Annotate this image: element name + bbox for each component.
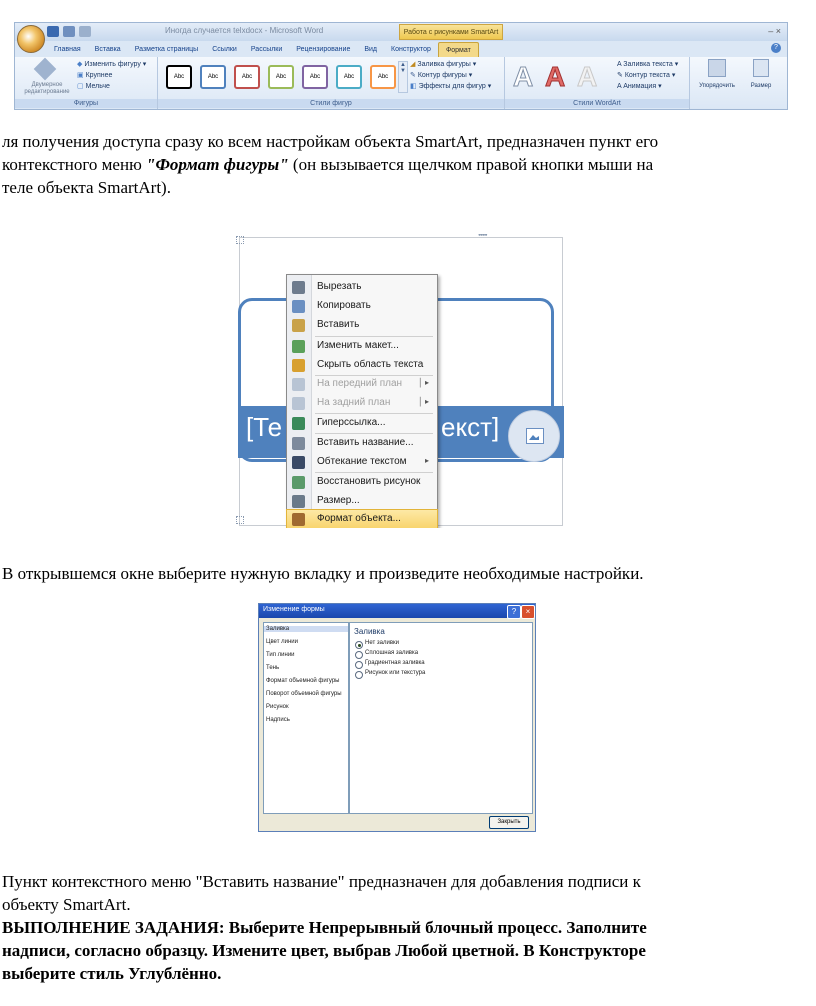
dialog-close-x-button[interactable]: × [521, 605, 535, 619]
radio-label-no-fill: Нет заливки [365, 640, 399, 646]
pen-icon: ✎ [410, 72, 416, 79]
menu-item-text-wrapping[interactable] [287, 453, 437, 472]
menu-item-hyperlink[interactable] [287, 414, 437, 433]
size-icon [292, 495, 305, 508]
smartart-placeholder-left[interactable]: [Те [246, 412, 283, 442]
paragraph-1-line-2 [2, 153, 802, 176]
radio-picture-fill[interactable] [355, 671, 363, 679]
menu-item-copy[interactable] [287, 297, 437, 316]
menu-item-size[interactable] [287, 492, 437, 511]
styles-scroll[interactable]: ▲ ▼ [398, 61, 408, 93]
submenu-arrow-icon: │ ▸ [417, 397, 429, 406]
tab-insert[interactable]: Вставка [94, 46, 121, 53]
shape-style-1[interactable]: Abc [166, 65, 192, 89]
menu-item-hide-text-pane[interactable] [287, 356, 437, 375]
menu-label: Изменить макет... [317, 340, 399, 351]
layout-icon [292, 340, 305, 353]
dialog-title: Изменение формы [263, 606, 325, 613]
shape-style-3[interactable]: Abc [234, 65, 260, 89]
hyperlink-icon [292, 417, 305, 430]
smaller-icon: ▢ [77, 83, 84, 90]
radio-label-solid-fill: Сплошная заливка [365, 650, 419, 656]
menu-item-reset-picture[interactable] [287, 473, 437, 492]
task-line-3: выберите стиль Углублённо. [2, 964, 222, 983]
help-icon[interactable]: ? [771, 43, 781, 53]
format-shape-dialog [258, 603, 536, 832]
tab-format[interactable]: Формат [438, 42, 479, 57]
effects-icon: ◧ [410, 83, 417, 90]
menu-label: Гиперссылка... [317, 417, 386, 428]
smartart-screenshot [236, 234, 564, 528]
menu-label: Вставить [317, 319, 360, 330]
task-instructions [2, 916, 802, 985]
menu-label: Восстановить рисунок [317, 476, 421, 487]
edit-2d-button[interactable]: Двумерное редактирование [24, 82, 70, 95]
send-back-icon [292, 397, 305, 410]
text-fill-icon: A [617, 61, 622, 68]
menu-label: Копировать [317, 300, 371, 311]
menu-item-change-layout[interactable] [287, 337, 437, 356]
contextual-tab-group: Работа с рисунками SmartArt [399, 24, 503, 40]
change-shape-icon: ◆ [77, 61, 83, 68]
shape-fill-label: Заливка фигуры [417, 61, 471, 68]
shape-fill-button[interactable]: ◢ Заливка фигуры ▾ [410, 61, 477, 68]
para1-text: контекстного меню [2, 155, 147, 174]
nav-3d-rotation[interactable]: Поворот объемной фигуры [266, 691, 342, 697]
nav-text-box[interactable]: Надпись [266, 717, 290, 723]
paragraph-3 [2, 870, 802, 916]
reset-picture-icon [292, 476, 305, 489]
bigger-label: Крупнее [85, 72, 113, 79]
format-icon [292, 513, 305, 526]
shape-outline-label: Контур фигуры [417, 72, 467, 79]
size-button[interactable] [741, 59, 781, 103]
window-controls[interactable]: – × [768, 26, 781, 36]
submenu-arrow-icon: │ ▸ [417, 378, 429, 387]
group-label-wordart: Стили WordArt [505, 99, 689, 108]
text-fill-label: Заливка текста [623, 61, 673, 68]
text-fill-button[interactable]: A Заливка текста ▾ [617, 61, 679, 68]
menu-item-cut[interactable] [287, 278, 437, 297]
text-outline-button[interactable]: ✎ Контур текста ▾ [617, 72, 676, 79]
dialog-settings-pane [349, 622, 533, 814]
paragraph-1-line-1: ля получения доступа сразу ко всем настройкам объекта SmartArt, предназначен пункт его [2, 132, 659, 151]
nav-shadow[interactable]: Тень [266, 665, 280, 671]
picture-placeholder[interactable] [508, 410, 560, 462]
paragraph-1 [2, 130, 802, 199]
wordart-style-3[interactable]: A [577, 61, 598, 92]
text-outline-label: Контур текста [624, 72, 670, 79]
smaller-button[interactable] [77, 82, 110, 90]
corner-handle-bottom[interactable] [236, 516, 244, 524]
bigger-button[interactable] [77, 71, 112, 79]
bigger-icon: ▣ [77, 72, 84, 79]
menu-label: Скрыть область текста [317, 359, 424, 370]
change-shape-button[interactable]: ◆ Изменить фигуру ▾ [77, 61, 147, 68]
group-label-shape-styles: Стили фигур [158, 99, 504, 108]
format-shape-mention: "Формат фигуры" [146, 155, 289, 174]
tab-review[interactable]: Рецензирование [296, 46, 351, 53]
menu-item-insert-caption[interactable] [287, 434, 437, 453]
text-pane-icon [292, 359, 305, 372]
redo-icon[interactable] [79, 26, 91, 37]
tab-view[interactable]: Вид [364, 46, 378, 53]
dialog-category-list [263, 622, 349, 814]
shape-style-7[interactable]: Abc [370, 65, 396, 89]
animation-label: Анимация [623, 83, 657, 90]
group-label-shapes: Фигуры [15, 99, 157, 108]
menu-item-paste[interactable] [287, 316, 437, 335]
task-line-1: ВЫПОЛНЕНИЕ ЗАДАНИЯ: Выберите Непрерывный блочный процесс. Заполните [2, 918, 647, 937]
change-shape-label: Изменить фигуру [84, 61, 141, 68]
menu-label: Обтекание текстом [317, 456, 407, 467]
copy-icon [292, 300, 305, 313]
shape-effects-label: Эффекты для фигур [418, 83, 486, 90]
tab-references[interactable]: Ссылки [212, 46, 237, 53]
edit-2d-icon[interactable] [34, 58, 57, 81]
tab-home[interactable]: Главная [54, 46, 81, 53]
paste-icon [292, 319, 305, 332]
radio-gradient-fill[interactable] [355, 661, 363, 669]
document-title: Иногда случается telxdocx - Microsoft Word [165, 26, 324, 35]
nav-picture[interactable]: Рисунок [266, 704, 289, 710]
smartart-placeholder-right[interactable]: екст] [441, 412, 500, 442]
group-wordart [505, 57, 690, 109]
shape-effects-button[interactable]: ◧ Эффекты для фигур ▾ [410, 83, 492, 90]
animation-icon: A [617, 83, 622, 90]
radio-label-picture-fill: Рисунок или текстура [365, 670, 426, 676]
shape-style-4[interactable]: Abc [268, 65, 294, 89]
smaller-label: Мельче [85, 83, 110, 90]
nav-fill[interactable]: Заливка [264, 626, 348, 632]
pane-title: Заливка [354, 627, 385, 636]
arrange-icon [708, 59, 726, 77]
submenu-arrow-icon: ▸ [424, 456, 429, 465]
dialog-title-bar [259, 604, 535, 618]
menu-item-format-object[interactable] [287, 510, 437, 528]
frame-handle-top[interactable]: •••• [478, 234, 487, 240]
wordart-style-2[interactable]: A [545, 61, 566, 92]
tab-page-layout[interactable]: Разметка страницы [134, 46, 199, 53]
context-menu [286, 274, 438, 528]
tab-design[interactable]: Конструктор [391, 46, 431, 53]
paragraph-2: В открывшемся окне выберите нужную вкладку и произведите необходимые настройки. [2, 564, 644, 583]
radio-no-fill[interactable] [355, 641, 363, 649]
task-line-2: надписи, согласно образцу. Измените цвет, выбрав Любой цветной. В Конструкторе [2, 941, 646, 960]
save-icon[interactable] [47, 26, 59, 37]
undo-icon[interactable] [63, 26, 75, 37]
radio-label-gradient-fill: Градиентная заливка [365, 660, 425, 666]
arrange-button[interactable] [695, 59, 739, 103]
ribbon-body [15, 57, 787, 109]
paragraph-1-line-3: теле объекта SmartArt). [2, 178, 171, 197]
nav-3d-format[interactable]: Формат объемной фигуры [266, 678, 340, 684]
paint-bucket-icon: ◢ [410, 61, 416, 68]
radio-solid-fill[interactable] [355, 651, 363, 659]
size-label: Размер [750, 83, 772, 89]
corner-handle[interactable] [236, 236, 244, 244]
wrap-icon [292, 456, 305, 469]
shape-outline-button[interactable]: ✎ Контур фигуры ▾ [410, 72, 473, 79]
picture-icon [526, 428, 544, 444]
size-icon [753, 59, 769, 77]
scissors-icon [292, 281, 305, 294]
text-outline-icon: ✎ [617, 72, 623, 79]
menu-label: На задний план [317, 397, 391, 408]
menu-label: Вставить название... [317, 437, 414, 448]
menu-item-bring-front[interactable] [287, 375, 437, 394]
caption-icon [292, 437, 305, 450]
para1-text-b: (он вызывается щелчком правой кнопки мыши на [288, 155, 654, 174]
dialog-close-button[interactable]: Закрыть [489, 816, 529, 829]
nav-line-style[interactable]: Тип линии [266, 652, 295, 658]
shape-style-2[interactable]: Abc [200, 65, 226, 89]
word-ribbon [14, 22, 788, 110]
menu-label: Вырезать [317, 281, 362, 292]
group-shape-styles [158, 57, 505, 109]
dialog-help-button[interactable]: ? [507, 605, 521, 619]
menu-item-send-back[interactable] [287, 394, 437, 413]
ribbon-tabs [47, 42, 479, 57]
paragraph-3-line-1: Пункт контекстного меню "Вставить название" предназначен для добавления подписи к [2, 872, 641, 891]
title-bar [15, 23, 787, 41]
shape-style-6[interactable]: Abc [336, 65, 362, 89]
group-shapes [15, 57, 158, 109]
tab-mailings[interactable]: Рассылки [250, 46, 283, 53]
bring-front-icon [292, 378, 305, 391]
paragraph-3-line-2: объекту SmartArt. [2, 895, 131, 914]
nav-line-color[interactable]: Цвет линии [266, 639, 298, 645]
office-button[interactable] [17, 25, 45, 53]
menu-label: Размер... [317, 495, 360, 506]
animation-button[interactable]: A Анимация ▾ [617, 83, 662, 90]
wordart-style-1[interactable]: A [513, 61, 534, 92]
arrange-label: Упорядочить [699, 83, 735, 89]
menu-label: На передний план [317, 378, 403, 389]
menu-label: Формат объекта... [317, 513, 401, 524]
shape-style-5[interactable]: Abc [302, 65, 328, 89]
